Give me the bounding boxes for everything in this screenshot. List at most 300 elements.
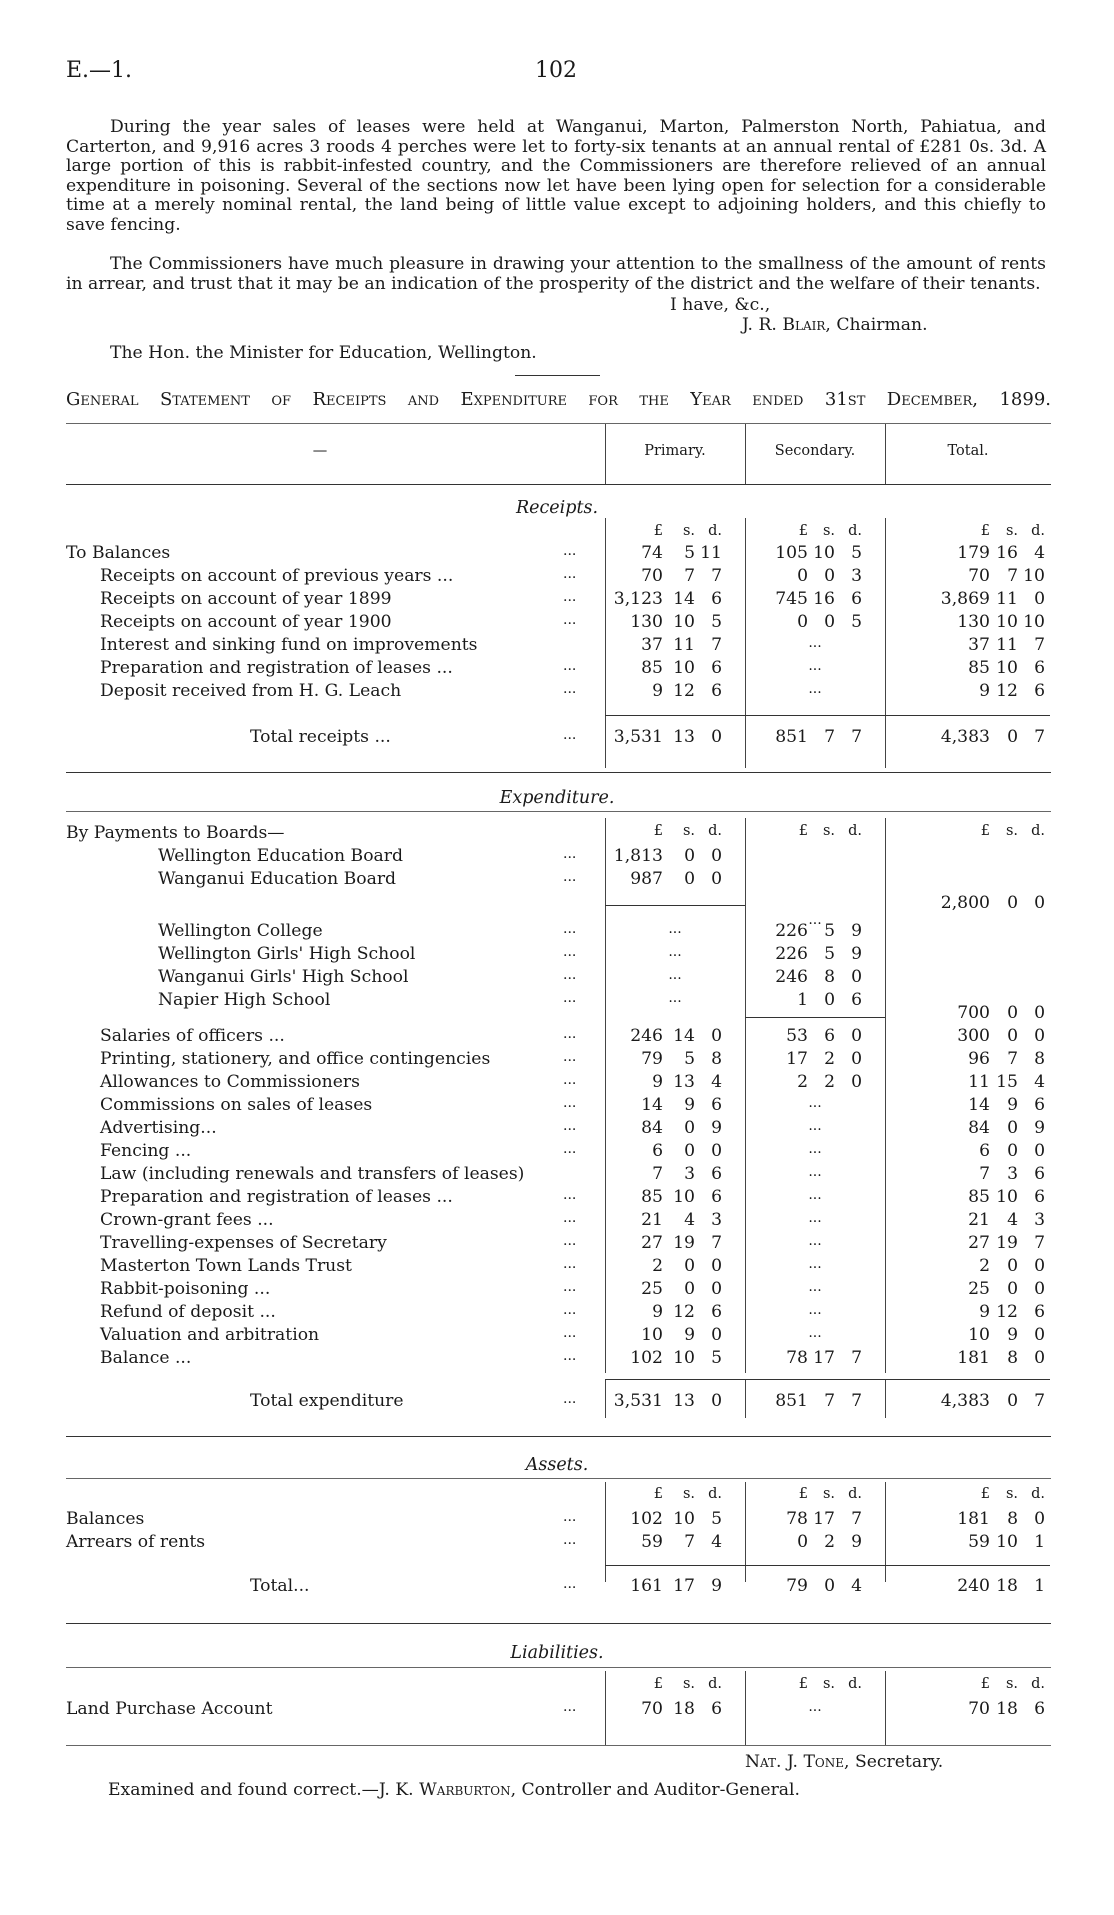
total-pence-value: 7 (1034, 1233, 1045, 1253)
col-divider (885, 518, 886, 768)
primary-shillings-value: 13 (673, 1072, 695, 1092)
secondary-pence-value: 0 (851, 967, 862, 987)
total-pounds-value: 9 (979, 681, 990, 701)
secondary-pounds-value: 1 (797, 990, 808, 1010)
row-label: Interest and sinking fund on improvements (100, 635, 478, 655)
leader-dots: ... (563, 1302, 577, 1318)
leader-dots: ... (563, 869, 577, 885)
total-pence-value: 4 (1034, 543, 1045, 563)
total-pence-value: 7 (1034, 727, 1045, 747)
primary-pounds-value: 70 (641, 566, 663, 586)
secondary-pence-value: 0 (851, 1072, 862, 1092)
row-label: Commissions on sales of leases (100, 1095, 373, 1115)
leader-dots: ... (563, 1391, 577, 1407)
total-pence-value: 6 (1034, 658, 1045, 678)
audit-statement (108, 1780, 800, 1800)
total-pounds-value: 70 (968, 1699, 990, 1719)
total-pence-value: 10 (1023, 566, 1045, 586)
primary-pounds-value: 10 (641, 1325, 663, 1345)
leader-dots: ... (563, 1256, 577, 1272)
secondary-pounds-unit: £ (798, 823, 808, 839)
total-pounds-value: 25 (968, 1279, 990, 1299)
col-divider (885, 1380, 886, 1418)
total-shillings-value: 9 (1007, 1325, 1018, 1345)
total-pounds-unit: £ (980, 1486, 990, 1502)
primary-pounds-value: 2 (652, 1256, 663, 1276)
total-pounds-value: 85 (968, 1187, 990, 1207)
secondary-pounds-value: 0 (797, 612, 808, 632)
total-pence-value: 7 (1034, 1391, 1045, 1411)
leader-dots: ... (563, 846, 577, 862)
primary-pence-unit: d. (708, 523, 722, 539)
total-pence-value: 8 (1034, 1049, 1045, 1069)
row-label: Rabbit-poisoning ... (100, 1279, 271, 1299)
primary-shillings-value: 4 (684, 1210, 695, 1230)
secondary-pence-value: 7 (851, 1391, 862, 1411)
primary-shillings-value: 11 (673, 635, 695, 655)
secondary-empty-marker: ... (808, 1699, 822, 1715)
total-pence-unit: d. (1031, 523, 1045, 539)
secondary-shillings-unit: s. (822, 823, 835, 839)
primary-empty-marker: ... (668, 944, 682, 960)
primary-shillings-value: 14 (673, 589, 695, 609)
primary-pence-value: 9 (711, 1118, 722, 1138)
total-pence-value: 4 (1034, 1072, 1045, 1092)
total-pounds-value: 2,800 (940, 893, 990, 913)
primary-shillings-value: 7 (684, 566, 695, 586)
primary-pence-value: 7 (711, 566, 722, 586)
secondary-empty-marker: ... (808, 1164, 822, 1180)
leader-dots: ... (563, 1325, 577, 1341)
secondary-pence-value: 6 (851, 990, 862, 1010)
divider (515, 375, 600, 376)
primary-pence-unit: d. (708, 1676, 722, 1692)
secondary-pence-value: 7 (851, 1509, 862, 1529)
primary-pounds-value: 84 (641, 1118, 663, 1138)
total-shillings-value: 0 (1007, 1391, 1018, 1411)
leader-dots: ... (563, 1187, 577, 1203)
col-divider (885, 1482, 886, 1582)
total-shillings-value: 4 (1007, 1210, 1018, 1230)
total-shillings-value: 0 (1007, 1141, 1018, 1161)
primary-pounds-value: 130 (630, 612, 663, 632)
row-label: Receipts on account of previous years ... (100, 566, 454, 586)
primary-pence-value: 6 (711, 589, 722, 609)
row-label: Receipts on account of year 1900 (100, 612, 392, 632)
leader-dots: ... (563, 589, 577, 605)
total-shillings-value: 12 (996, 681, 1018, 701)
total-pounds-unit: £ (980, 1676, 990, 1692)
secondary-pounds-unit: £ (798, 1676, 808, 1692)
total-shillings-value: 8 (1007, 1348, 1018, 1368)
secondary-pounds-value: 78 (786, 1348, 808, 1368)
total-shillings-value: 10 (996, 612, 1018, 632)
leader-dots: ... (563, 681, 577, 697)
chairman-name: J. R. Blair (742, 315, 826, 335)
leader-dots: ... (563, 543, 577, 559)
secondary-shillings-value: 0 (824, 566, 835, 586)
primary-pounds-value: 59 (641, 1532, 663, 1552)
secondary-shillings-unit: s. (822, 1486, 835, 1502)
row-label: Preparation and registration of leases ... (100, 1187, 453, 1207)
row-label: Balances (66, 1509, 145, 1529)
primary-pence-value: 5 (711, 1509, 722, 1529)
primary-shillings-value: 10 (673, 1187, 695, 1207)
row-label: Wellington Education Board (158, 846, 404, 866)
primary-pounds-value: 3,531 (613, 1391, 663, 1411)
primary-pounds-value: 6 (652, 1141, 663, 1161)
row-label: Preparation and registration of leases ... (100, 658, 453, 678)
row-label: Receipts on account of year 1899 (100, 589, 392, 609)
secondary-pence-value: 6 (851, 589, 862, 609)
secondary-pounds-value: 17 (786, 1049, 808, 1069)
sum-rule (605, 1379, 1050, 1380)
secondary-pounds-unit: £ (798, 523, 808, 539)
primary-pounds-value: 161 (630, 1576, 663, 1596)
col-divider (885, 818, 886, 1373)
total-shillings-value: 0 (1007, 1118, 1018, 1138)
secondary-pounds-value: 226 (775, 921, 808, 941)
total-pounds-value: 9 (979, 1302, 990, 1322)
total-shillings-value: 0 (1007, 1026, 1018, 1046)
secondary-pounds-value: 78 (786, 1509, 808, 1529)
signature-chairman (742, 315, 928, 335)
primary-pounds-unit: £ (653, 523, 663, 539)
secondary-empty-marker: ... (808, 658, 822, 674)
salutation: I have, &c., (670, 295, 771, 315)
total-pounds-value: 181 (957, 1509, 990, 1529)
secondary-pence-value: 9 (851, 944, 862, 964)
total-pounds-value: 14 (968, 1095, 990, 1115)
total-pounds-value: 700 (957, 1003, 990, 1023)
row-label: Land Purchase Account (66, 1699, 273, 1719)
sum-rule (605, 905, 745, 906)
row-label: Advertising... (100, 1118, 217, 1138)
total-pounds-value: 6 (979, 1141, 990, 1161)
body-paragraph-2 (66, 255, 1046, 294)
row-label: Wanganui Education Board (158, 869, 397, 889)
page-number: 102 (535, 58, 577, 83)
primary-pence-value: 6 (711, 1164, 722, 1184)
col-divider (885, 1671, 886, 1746)
secondary-pence-value: 0 (851, 1049, 862, 1069)
total-pounds-value: 11 (968, 1072, 990, 1092)
row-label: To Balances (66, 543, 171, 563)
primary-pence-unit: d. (708, 823, 722, 839)
total-pounds-value: 181 (957, 1348, 990, 1368)
row-label: Total receipts ... (250, 727, 391, 747)
primary-pounds-value: 102 (630, 1348, 663, 1368)
total-pounds-value: 70 (968, 566, 990, 586)
primary-pounds-value: 7 (652, 1164, 663, 1184)
primary-pence-value: 9 (711, 1576, 722, 1596)
section-rule (66, 1478, 1051, 1479)
primary-shillings-value: 10 (673, 1348, 695, 1368)
row-label: Arrears of rents (66, 1532, 206, 1552)
primary-pounds-value: 9 (652, 681, 663, 701)
total-pence-value: 6 (1034, 1187, 1045, 1207)
secondary-empty-marker: ... (808, 1187, 822, 1203)
primary-shillings-unit: s. (682, 1676, 695, 1692)
secondary-shillings-value: 2 (824, 1049, 835, 1069)
total-pounds-unit: £ (980, 523, 990, 539)
primary-pence-value: 0 (711, 846, 722, 866)
secondary-pence-value: 7 (851, 727, 862, 747)
secondary-pence-value: 4 (851, 1576, 862, 1596)
total-pence-value: 6 (1034, 1699, 1045, 1719)
row-label: Total expenditure (250, 1391, 404, 1411)
row-label: Wellington College (158, 921, 323, 941)
primary-shillings-value: 0 (684, 1279, 695, 1299)
secondary-pounds-value: 745 (775, 589, 808, 609)
row-label: Salaries of officers ... (100, 1026, 285, 1046)
total-shillings-value: 18 (996, 1576, 1018, 1596)
total-shillings-value: 0 (1007, 727, 1018, 747)
secondary-shillings-value: 0 (824, 990, 835, 1010)
total-pence-value: 0 (1034, 1348, 1045, 1368)
secondary-shillings-value: 7 (824, 727, 835, 747)
total-shillings-value: 7 (1007, 1049, 1018, 1069)
primary-pounds-value: 3,123 (613, 589, 663, 609)
primary-pence-value: 4 (711, 1532, 722, 1552)
primary-pence-value: 4 (711, 1072, 722, 1092)
primary-shillings-value: 0 (684, 869, 695, 889)
secondary-pence-value: 5 (851, 543, 862, 563)
signature-secretary (745, 1752, 943, 1772)
secondary-pounds-unit: £ (798, 1486, 808, 1502)
sum-rule (605, 715, 1050, 716)
total-shillings-value: 0 (1007, 893, 1018, 913)
leader-dots: ... (563, 566, 577, 582)
total-pence-value: 0 (1034, 893, 1045, 913)
total-pounds-value: 21 (968, 1210, 990, 1230)
primary-pence-value: 6 (711, 1095, 722, 1115)
primary-pounds-value: 9 (652, 1302, 663, 1322)
secondary-pounds-value: 79 (786, 1576, 808, 1596)
primary-shillings-value: 10 (673, 658, 695, 678)
primary-pence-value: 7 (711, 635, 722, 655)
total-pounds-value: 7 (979, 1164, 990, 1184)
total-pence-value: 0 (1034, 589, 1045, 609)
secondary-pence-unit: d. (848, 1676, 862, 1692)
secondary-pence-unit: d. (848, 523, 862, 539)
primary-pounds-unit: £ (653, 823, 663, 839)
primary-pounds-value: 37 (641, 635, 663, 655)
primary-pence-value: 6 (711, 681, 722, 701)
total-shillings-value: 10 (996, 1187, 1018, 1207)
total-pence-value: 6 (1034, 681, 1045, 701)
total-shillings-unit: s. (1005, 523, 1018, 539)
total-pence-value: 0 (1034, 1325, 1045, 1345)
primary-shillings-value: 12 (673, 681, 695, 701)
body-paragraph-1 (66, 118, 1046, 236)
secondary-empty-marker: ... (808, 681, 822, 697)
chairman-title: , Chairman. (825, 315, 928, 335)
total-pence-value: 7 (1034, 635, 1045, 655)
section-rule (66, 772, 1051, 773)
secondary-pounds-value: 246 (775, 967, 808, 987)
secondary-pence-value: 7 (851, 1348, 862, 1368)
total-shillings-value: 3 (1007, 1164, 1018, 1184)
total-pence-unit: d. (1031, 1676, 1045, 1692)
total-shillings-value: 0 (1007, 1279, 1018, 1299)
primary-pence-value: 6 (711, 1302, 722, 1322)
secondary-shillings-value: 17 (813, 1348, 835, 1368)
secondary-pounds-value: 851 (775, 727, 808, 747)
primary-shillings-unit: s. (682, 823, 695, 839)
secondary-pence-value: 3 (851, 566, 862, 586)
secondary-shillings-value: 16 (813, 589, 835, 609)
col-divider (745, 1380, 746, 1418)
auditor-name: Warburton (419, 1780, 511, 1800)
total-shillings-value: 19 (996, 1233, 1018, 1253)
primary-pence-value: 6 (711, 1187, 722, 1207)
total-pounds-value: 2 (979, 1256, 990, 1276)
total-pence-value: 1 (1034, 1532, 1045, 1552)
row-label: Valuation and arbitration (100, 1325, 320, 1345)
primary-pounds-value: 70 (641, 1699, 663, 1719)
leader-dots: ... (563, 612, 577, 628)
primary-pence-value: 0 (711, 727, 722, 747)
primary-pounds-value: 27 (641, 1233, 663, 1253)
secondary-empty-marker: ... (808, 1302, 822, 1318)
total-pence-value: 0 (1034, 1003, 1045, 1023)
secondary-pounds-value: 226 (775, 944, 808, 964)
series-label: E.—1. (66, 58, 133, 83)
row-label: Crown-grant fees ... (100, 1210, 274, 1230)
payments-heading: By Payments to Boards— (66, 823, 285, 843)
total-pounds-value: 4,383 (940, 1391, 990, 1411)
primary-shillings-value: 5 (684, 1049, 695, 1069)
primary-pence-value: 11 (700, 543, 722, 563)
primary-shillings-value: 0 (684, 846, 695, 866)
auditor-title: , Controller and Auditor-General. (510, 1780, 800, 1800)
secondary-pounds-value: 851 (775, 1391, 808, 1411)
primary-shillings-value: 0 (684, 1118, 695, 1138)
secondary-pounds-value: 105 (775, 543, 808, 563)
total-shillings-value: 15 (996, 1072, 1018, 1092)
primary-pounds-value: 14 (641, 1095, 663, 1115)
primary-pounds-value: 85 (641, 1187, 663, 1207)
primary-pounds-value: 85 (641, 658, 663, 678)
secondary-empty-marker: ... (808, 1141, 822, 1157)
total-pounds-value: 27 (968, 1233, 990, 1253)
total-shillings-value: 11 (996, 635, 1018, 655)
addressee: The Hon. the Minister for Education, Wellington. (110, 343, 537, 363)
secondary-pence-value: 9 (851, 921, 862, 941)
secondary-empty-marker: ... (808, 1118, 822, 1134)
secondary-shillings-unit: s. (822, 1676, 835, 1692)
secondary-pence-value: 0 (851, 1026, 862, 1046)
row-label: Allowances to Commissioners (100, 1072, 360, 1092)
primary-pounds-value: 246 (630, 1026, 663, 1046)
leader-dots: ... (563, 1072, 577, 1088)
leader-dots: ... (563, 944, 577, 960)
total-pounds-value: 37 (968, 635, 990, 655)
leader-dots: ... (563, 1095, 577, 1111)
section-rule (66, 1745, 1051, 1746)
secondary-empty-marker: ... (808, 1095, 822, 1111)
primary-pounds-value: 1,813 (613, 846, 663, 866)
primary-shillings-value: 9 (684, 1325, 695, 1345)
primary-shillings-value: 9 (684, 1095, 695, 1115)
secondary-empty-marker: ... (808, 1210, 822, 1226)
primary-shillings-value: 13 (673, 1391, 695, 1411)
secondary-shillings-value: 2 (824, 1072, 835, 1092)
total-shillings-value: 18 (996, 1699, 1018, 1719)
total-pounds-value: 96 (968, 1049, 990, 1069)
total-pence-value: 0 (1034, 1141, 1045, 1161)
primary-pence-value: 3 (711, 1210, 722, 1230)
table-header-bottom-rule (66, 484, 1051, 485)
column-header-blank: — (312, 443, 328, 459)
total-pence-value: 9 (1034, 1118, 1045, 1138)
total-shillings-value: 10 (996, 1532, 1018, 1552)
total-pence-value: 6 (1034, 1302, 1045, 1322)
total-shillings-value: 10 (996, 658, 1018, 678)
total-shillings-value: 12 (996, 1302, 1018, 1322)
secondary-pounds-value: 0 (797, 566, 808, 586)
total-pence-value: 3 (1034, 1210, 1045, 1230)
total-shillings-unit: s. (1005, 823, 1018, 839)
row-label: Printing, stationery, and office contingencies (100, 1049, 491, 1069)
primary-pounds-value: 987 (630, 869, 663, 889)
leader-dots: ... (563, 1699, 577, 1715)
leader-dots: ... (563, 1532, 577, 1548)
section-rule (66, 1436, 1051, 1437)
secondary-pounds-value: 2 (797, 1072, 808, 1092)
secondary-pounds-value: 0 (797, 1532, 808, 1552)
total-pounds-value: 300 (957, 1026, 990, 1046)
leader-dots: ... (563, 727, 577, 743)
total-pence-value: 6 (1034, 1095, 1045, 1115)
secondary-empty-marker: ... (808, 1279, 822, 1295)
leader-dots: ... (563, 1026, 577, 1042)
section-rule (66, 1623, 1051, 1624)
leader-dots: ... (563, 1233, 577, 1249)
secondary-pence-unit: d. (848, 1486, 862, 1502)
column-header-secondary: Secondary. (774, 443, 856, 459)
total-pounds-value: 59 (968, 1532, 990, 1552)
col-divider (605, 1380, 606, 1418)
row-label: Refund of deposit ... (100, 1302, 276, 1322)
section-rule (66, 811, 1051, 812)
total-pence-value: 0 (1034, 1256, 1045, 1276)
secondary-shillings-unit: s. (822, 523, 835, 539)
primary-shillings-value: 3 (684, 1164, 695, 1184)
section-title-receipts: Receipts. (515, 498, 599, 518)
leader-dots: ... (563, 1279, 577, 1295)
sum-rule (605, 1565, 1050, 1566)
leader-dots: ... (563, 1576, 577, 1592)
secondary-shillings-value: 5 (824, 921, 835, 941)
primary-pence-value: 0 (711, 1256, 722, 1276)
secondary-shillings-value: 8 (824, 967, 835, 987)
total-pence-value: 6 (1034, 1164, 1045, 1184)
leader-dots: ... (563, 990, 577, 1006)
leader-dots: ... (563, 1509, 577, 1525)
primary-pence-value: 7 (711, 1233, 722, 1253)
row-label: Deposit received from H. G. Leach (100, 681, 402, 701)
primary-pounds-unit: £ (653, 1676, 663, 1692)
total-pounds-unit: £ (980, 823, 990, 839)
paragraph-text: The Commissioners have much pleasure in drawing your attention to the smallness of the amount of rents in arrear, and trust that it may be an indication of the prosperity of the district and the welfare of their tenants. (66, 254, 1046, 294)
leader-dots: ... (563, 967, 577, 983)
secondary-shillings-value: 7 (824, 1391, 835, 1411)
row-label: Total... (250, 1576, 310, 1596)
total-pounds-value: 4,383 (940, 727, 990, 747)
leader-dots: ... (563, 658, 577, 674)
